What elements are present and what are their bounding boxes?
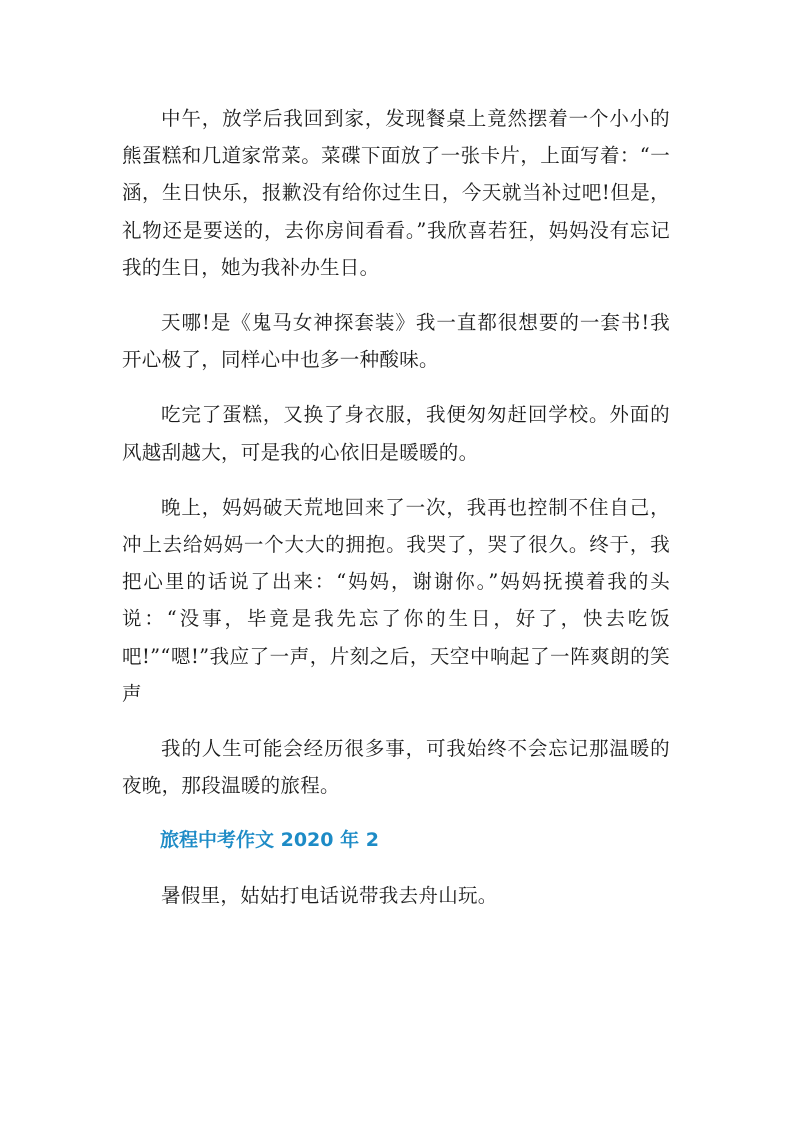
paragraph-summer-trip: 暑假里，姑姑打电话说带我去舟山玩。 (161, 884, 498, 908)
paragraph-back-to-school: 吃完了蛋糕，又换了身衣服，我便匆匆赶回学校。外面的风越刮越大，可是我的心依旧是暖暖的。 (122, 403, 670, 464)
paragraph-gap (122, 286, 670, 304)
paragraph-gap (122, 471, 670, 489)
paragraph-birthday-surprise: 中午，放学后我回到家，发现餐桌上竟然摆着一个小小的熊蛋糕和几道家常菜。菜碟下面放了一张卡片，上面写着：“一涵，生日快乐，报歉没有给你过生日，今天就当补过吧!但是，礼物还是要送的，去你房间看看。”我欣喜若狂，妈妈没有忘记我的生日，她为我补办生日。 (122, 107, 670, 279)
paragraph-gap (122, 712, 670, 730)
paragraph-conclusion: 我的人生可能会经历很多事，可我始终不会忘记那温暖的夜晚，那段温暖的旅程。 (122, 737, 670, 798)
document-page (122, 100, 670, 915)
paragraph-gap (122, 859, 670, 877)
paragraph-gap (122, 378, 670, 396)
paragraph-evening-hug: 晚上，妈妈破天荒地回来了一次，我再也控制不住自己，冲上去给妈妈一个大大的拥抱。我哭了，哭了很久。终于，我把心里的话说了出来：“妈妈，谢谢你。”妈妈抚摸着我的头说：“没事，毕竟是我先忘了你的生日，好了，快去吃饭吧!”“嗯!”我应了一声，片刻之后，天空中响起了一阵爽朗的笑声 (122, 495, 670, 705)
paragraph-book-gift: 天哪!是《鬼马女神探套装》我一直都很想要的一套书!我开心极了，同样心中也多一种酸味。 (122, 311, 670, 372)
paragraph-gap (122, 804, 670, 822)
section-heading: 旅程中考作文 2020 年 2 (160, 829, 379, 852)
